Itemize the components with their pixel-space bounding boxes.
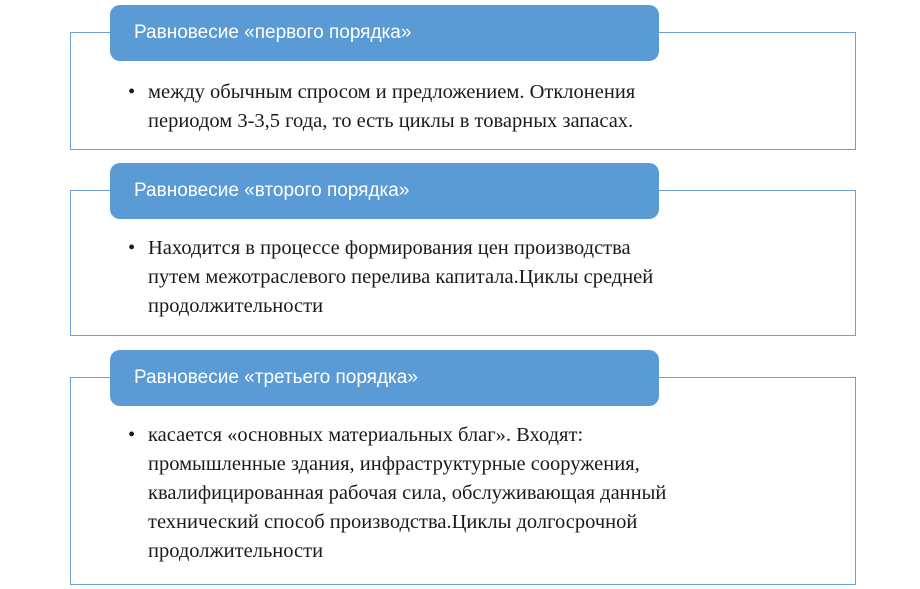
section-2-body bbox=[128, 234, 828, 321]
section-2-bullet-item bbox=[128, 234, 828, 321]
section-1-title: Равновесие «первого порядка» bbox=[134, 22, 412, 43]
section-3-body bbox=[128, 421, 828, 566]
bullet-icon: • bbox=[128, 237, 136, 259]
section-1-line-2: периодом 3-3,5 года, то есть циклы в товарных запасах. bbox=[148, 110, 634, 132]
section-3-line-2: промышленные здания, инфраструктурные сооружения, bbox=[148, 453, 640, 475]
section-2-line-3: продолжительности bbox=[148, 295, 324, 317]
section-1-line-1: между обычным спросом и предложением. Отклонения bbox=[148, 81, 636, 103]
section-3-line-5: продолжительности bbox=[148, 540, 324, 562]
section-3-line-1: касается «основных материальных благ». Входят: bbox=[148, 424, 584, 446]
section-1-body bbox=[128, 78, 828, 136]
section-3-line-3: квалифицированная рабочая сила, обслуживающая данный bbox=[148, 482, 667, 504]
section-3-bullet-item bbox=[128, 421, 828, 566]
bullet-icon: • bbox=[128, 81, 136, 103]
section-2-title: Равновесие «второго порядка» bbox=[134, 180, 410, 201]
section-2-header bbox=[110, 163, 659, 219]
section-1-bullet-item bbox=[128, 78, 828, 136]
section-3-header bbox=[110, 350, 659, 406]
section-1-header bbox=[110, 5, 659, 61]
section-3-line-4: технический способ производства.Циклы долгосрочной bbox=[148, 511, 638, 533]
bullet-icon: • bbox=[128, 424, 136, 446]
section-2-line-2: путем межотраслевого перелива капитала.Циклы средней bbox=[148, 266, 654, 288]
section-2-line-1: Находится в процессе формирования цен производства bbox=[148, 237, 631, 259]
section-3-title: Равновесие «третьего порядка» bbox=[134, 367, 418, 388]
